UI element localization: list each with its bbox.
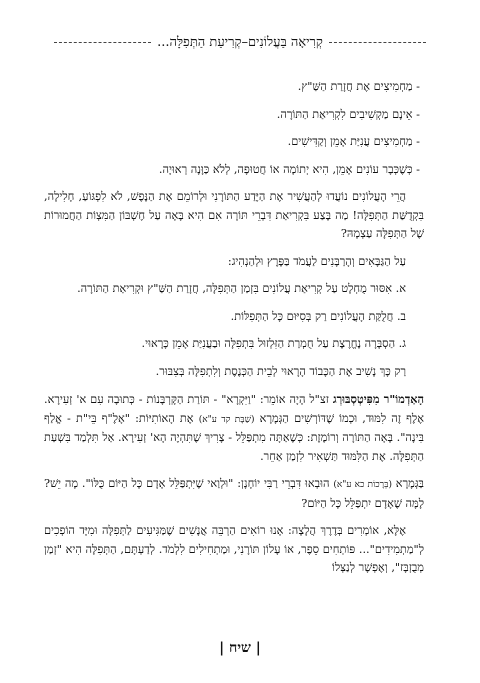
- main-text: [44, 78, 424, 587]
- admor-text-continued: אֶת הָאוֹתִיּוֹת: "אָלֶ"ף בֵּי"ת - אֱלַף בִּינָה". בָּאָה הַתּוֹרָה וְרוֹמֶזֶת: כְּשֶׁאַתָּה מִתְפַּלֵּל - צָרִיךְ שֶׁתִּהְיֶה הָא' זְעִירָא. אַל תִּלְמַד בִּשְׁעַת הַתְּפִלָּה. אֶת הַלִּמּוּד תַּשְׁאִיר לִזְמַן אַחֵר.: [44, 411, 424, 463]
- header-dash-right: [329, 42, 426, 43]
- header-separator: –: [241, 34, 248, 50]
- closing-paragraph: רַק כָּךְ נָשִׁיב אֶת הַכָּבוֹד הָרָאוּי לְבֵית הַכְּנֶסֶת וְלִתְפִלָּה בְּצִבּוּר.: [155, 364, 406, 378]
- gemara-source: (בְּרָכוֹת כא ע"א): [333, 480, 392, 490]
- rule-b: ב. חֲלֻקַּת הָעֲלוֹנִים רַק בְּסִיּוּם כָּל הַתְּפִלּוֹת.: [230, 309, 406, 323]
- header-title-right: קְרִיאָה בַּעֲלוֹנִים: [247, 35, 323, 50]
- final-paragraph: אֶלָּא, אוֹמְרִים בְּדֶרֶךְ הֲלָצָה: אָנוּ רוֹאִים הַרְבֵּה אֲנָשִׁים שֶׁמַּגִּיעִים לַתְּפִלָּה וּמִיָּד הוֹפְכִים לְ"מַתְמִידִים"... פּוֹתְחִים סֵפֶר, אוֹ עָלוֹן תּוֹרָנִי, וּמַתְחִילִים לִלְמֹד. לְדַעְתָּם, הַתְּפִלָּה הִיא "זְמַן מְבֻזְבָּז", וְאֶפְשָׁר לְנַצְּלוֹ: [44, 524, 424, 574]
- page-number: | שיח |: [219, 640, 261, 656]
- bullet-item: - מַחְמִיצִים אֶת חֲזָרַת הַשַּׁ"ץ.: [297, 80, 420, 93]
- rule-a: א. אִסּוּר מֻחְלָט עַל קְרִיאַת עֲלוֹנִים בִּזְמַן הַתְּפִלָּה, חֲזָרַת הַשַּׁ"ץ וּקְרִיאַת הַתּוֹרָה.: [77, 282, 406, 295]
- admor-text: זצ"ל הָיָה אוֹמֵר: "וַיִּקְרָא" - תּוֹרַת הַקָּרְבָּנוֹת - כְּתוּבָה עִם א' זְעִירָא. אֶלֶף זֶה לִמּוּד, וּכְמוֹ שֶׁדּוֹרְשִׁים הַגְּמָרָא: [44, 393, 424, 425]
- gemara-lead: בַּגְּמָרָא: [395, 477, 424, 490]
- bullet-item: - אֵינָם מַקְשִׁיבִים לִקְרִיאַת הַתּוֹרָה.: [276, 107, 420, 121]
- header-title-left: קְרִיעַת הַתְּפִלָּה...: [157, 35, 242, 50]
- rabbis-intro-paragraph: עַל הַגַּבָּאִים וְהָרַבָּנִים לַעֲמֹד בַּפֶּרֶץ וּלְהַנְהִיג:: [227, 254, 406, 268]
- gemara-text: הוּבְאוּ דִּבְרֵי רַבִּי יוֹחָנָן: "וּלְוַאי שֶׁיִּתְפַּלֵּל אָדָם כָּל הַיּוֹם כֻּלּוֹ". מָה יֵשׁ? לָמָּה שֶׁאָדָם יִתְפַּלֵּל כָּל הַיּוֹם?: [44, 477, 424, 510]
- question-paragraph: הֲרֵי הָעֲלוֹנִים נוֹעֲדוּ לְהַעֲשִׁיר אֶת הַיֶּדַע הַתּוֹרָנִי וּלְרוֹמֵם אֶת הַנֶּפֶשׁ, לֹא לִפְגּוֹעַ, חָלִילָה, בִּקְדֻשַּׁת הַתְּפִלָּה! מַה בֶּצַע בִּקְרִיאַת דִּבְרֵי תּוֹרָה אִם הִיא בָּאָה עַל חֶשְׁבּוֹן הַמִּצְוֹת הַחֲמוּרוֹת שֶׁל הַתְּפִלָּה עַצְמָהּ?: [44, 190, 424, 240]
- bullet-item: - כְּשֶׁכְּבָר עוֹנִים אָמֵן, הִיא יְתוֹמָה אוֹ חֲטוּפָה, לְלֹא כַּוָּנָה רְאוּיָה.: [158, 162, 420, 176]
- gemara-paragraph: [44, 475, 424, 513]
- rule-c: ג. הַסְבָּרָה נֶחֱרֶצֶת עַל חֻמְרַת הַזִּלְזוּל בִּתְפִלָּה וּבַעֲנִיַּת אָמֵן כָּרָאוּי.: [141, 337, 406, 350]
- running-header: [48, 32, 432, 52]
- admor-name: הָאַדְמוֹ"ר מִפִּיטְסְבּוּרְג: [332, 392, 425, 406]
- header-dash-left: [54, 42, 151, 43]
- bullet-item: - מַחְמִיצִים עֲנִיַּת אָמֵן וְקַדִּישִׁים.: [287, 135, 420, 148]
- admor-paragraph: [44, 390, 424, 466]
- admor-source: (שַׁבָּת קד ע"א): [198, 414, 255, 425]
